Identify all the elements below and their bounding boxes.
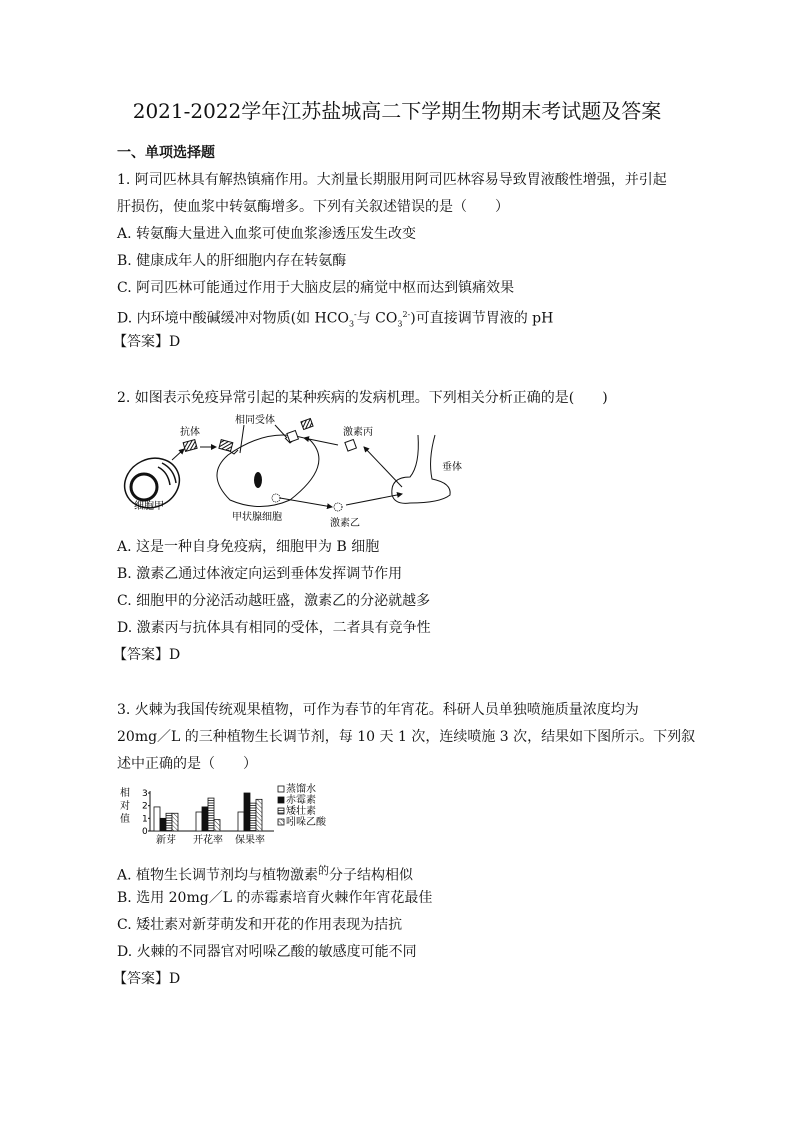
antibody-bound (219, 440, 233, 452)
legend-swatch (278, 786, 284, 792)
q1-answer: 【答案】D (113, 334, 181, 350)
q3-option-b: B. 选用 20mg／L 的赤霉素培育火棘作年宵花最佳 (117, 890, 433, 906)
legend-label: 吲哚乙酸 (286, 817, 326, 828)
legend-swatch (278, 808, 284, 814)
legend-swatch (278, 819, 284, 825)
q3-stem-line3: 述中正确的是（ ） (117, 756, 257, 772)
q1-option-b: B. 健康成年人的肝细胞内存在转氨酶 (117, 253, 347, 269)
q2-option-d: D. 激素丙与抗体具有相同的受体，二者具有竞争性 (117, 620, 431, 636)
q3-option-a: A. 植物生长调节剂均与植物激素$^的$分子结构相似 (117, 864, 414, 884)
legend-swatch (278, 797, 284, 803)
q3-option-c: C. 矮壮素对新芽萌发和开花的作用表现为拮抗 (117, 917, 403, 933)
bar-矮壮素 (208, 798, 214, 831)
q1-stem-line1: 1. 阿司匹林具有解热镇痛作用。大剂量长期服用阿司匹林容易导致胃液酸性增强，并引起 (117, 172, 667, 188)
section-heading: 一、单项选择题 (117, 145, 215, 161)
chart-ylabel: 相对值 (117, 787, 129, 826)
x-tick-label: 新芽 (156, 835, 176, 846)
q2-answer: 【答案】D (113, 647, 181, 663)
x-tick-label: 保果率 (235, 835, 265, 846)
label-pituitary: 垂体 (442, 462, 462, 473)
q3-answer: 【答案】D (113, 971, 181, 987)
bar-吲哚乙酸 (256, 799, 262, 831)
bar-蒸馏水 (238, 812, 244, 831)
legend-label: 赤霉素 (286, 795, 316, 806)
y-tick-label: 2 (142, 801, 148, 812)
q3-stem-line2: 20mg／L 的三种植物生长调节剂，每 10 天 1 次，连续喷施 3 次，结果如下图所示。下列叙 (117, 729, 696, 745)
bar-赤霉素 (160, 818, 166, 831)
q1-option-d: D. 内环境中酸碱缓冲对物质(如 $HCO_3^-$与 $CO_3^{2-}$)可直接调节胃液的 pH (117, 310, 554, 329)
label-thyroid-cell: 甲状腺细胞 (232, 512, 282, 523)
bar-赤霉素 (244, 793, 250, 831)
document-title: 2021-2022学年江苏盐城高二下学期生物期末考试题及答案 (132, 99, 662, 123)
label-hormone-b: 激素乙 (330, 518, 360, 529)
bar-吲哚乙酸 (172, 813, 178, 831)
label-cell-a: 细胞甲 (134, 501, 164, 512)
x-tick-label: 开花率 (193, 835, 223, 846)
bar-吲哚乙酸 (214, 820, 220, 831)
label-receptor: 相同受体 (235, 415, 275, 426)
antibody-mark (183, 440, 197, 452)
q2-option-c: C. 细胞甲的分泌活动越旺盛，激素乙的分泌就越多 (117, 593, 431, 609)
q1-option-c: C. 阿司匹林可能通过作用于大脑皮层的痛觉中枢而达到镇痛效果 (117, 280, 515, 296)
q2-stem: 2. 如图表示免疫异常引起的某种疾病的发病机理。下列相关分析正确的是( ) (117, 390, 608, 406)
bar-矮壮素 (166, 813, 172, 831)
bar-蒸馏水 (196, 812, 202, 831)
y-tick-label: 3 (142, 789, 148, 799)
bar-蒸馏水 (154, 807, 160, 831)
q1-stem-line2: 肝损伤，使血浆中转氨酶增多。下列有关叙述错误的是（ ） (117, 199, 509, 215)
label-hormone-c: 激素丙 (343, 427, 373, 438)
immune-disease-diagram (110, 405, 510, 530)
bar-赤霉素 (202, 807, 208, 831)
growth-regulator-bar-chart (110, 780, 340, 850)
q2-option-b: B. 激素乙通过体液定向运到垂体发挥调节作用 (117, 566, 403, 582)
q2-option-a: A. 这是一种自身免疫病，细胞甲为 B 细胞 (117, 539, 380, 555)
legend-label: 矮壮素 (286, 806, 316, 817)
y-tick-label: 0 (142, 827, 148, 837)
label-antibody: 抗体 (180, 427, 200, 438)
q1-option-a: A. 转氨酶大量进入血浆可使血浆渗透压发生改变 (117, 226, 417, 242)
bar-矮壮素 (250, 803, 256, 831)
legend-label: 蒸馏水 (286, 784, 316, 795)
y-tick-label: 1 (142, 814, 148, 825)
q3-option-d: D. 火棘的不同器官对吲哚乙酸的敏感度可能不同 (117, 944, 417, 960)
q3-stem-line1: 3. 火棘为我国传统观果植物，可作为春节的年宵花。科研人员单独喷施质量浓度均为 (117, 702, 639, 718)
